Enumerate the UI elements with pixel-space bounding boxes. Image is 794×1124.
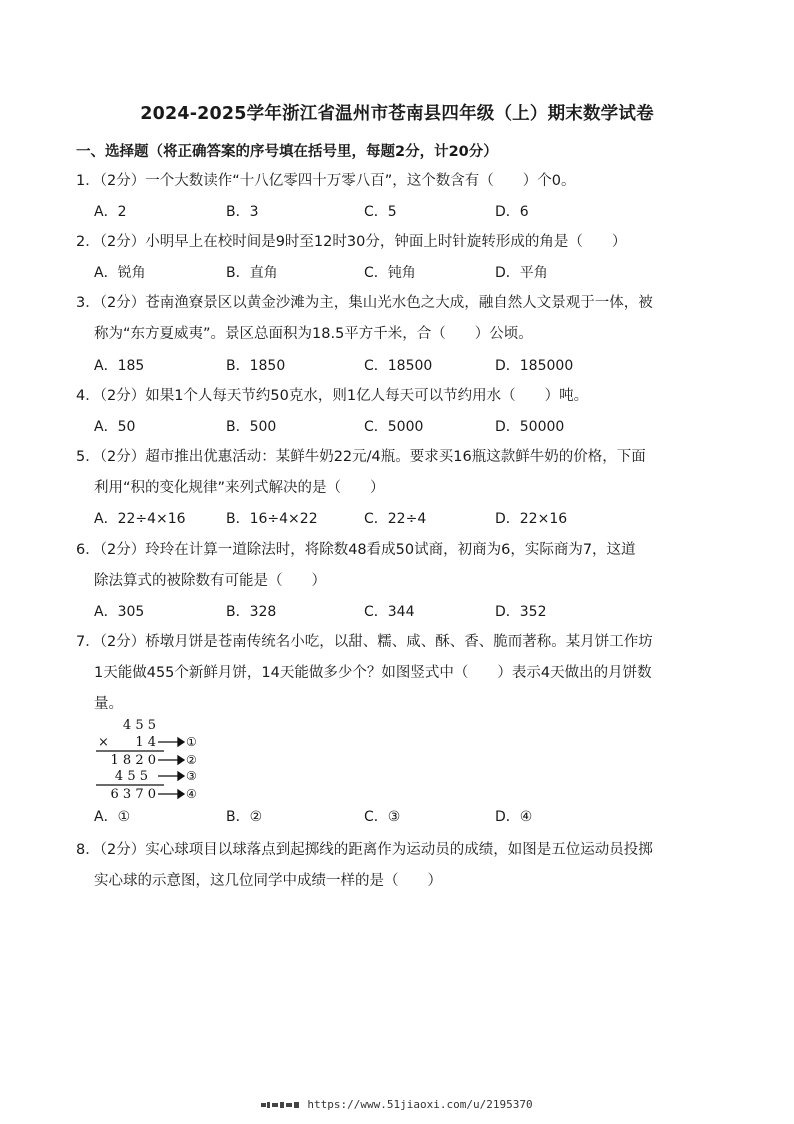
option-c: C．18500	[364, 358, 433, 374]
marker-3: ③	[186, 769, 197, 783]
option-d: D．352	[495, 604, 547, 620]
question-3	[76, 288, 726, 350]
arrow-head-2	[178, 756, 184, 764]
mult-row-product: 6 3 7 0	[110, 787, 156, 802]
question-line: 8．（2分）实心球项目以球落点到起掷线的距离作为运动员的成绩，如图是五位运动员投掷	[76, 842, 653, 858]
option-a: A．305	[94, 604, 145, 620]
question-line: 除法算式的被除数有可能是（ ）	[94, 573, 326, 589]
question-line: 1．（2分）一个大数读作“十八亿零四十万零八百”，这个数含有（ ）个0。	[76, 173, 576, 189]
question-7	[76, 627, 726, 720]
option-d: D．平角	[495, 265, 548, 281]
mult-row-partial-1: 1 8 2 0	[110, 753, 156, 768]
question-2	[76, 227, 726, 258]
question-line: 1天能做455个新鲜月饼，14天能做多少个？如图竖式中（ ）表示4天做出的月饼数	[94, 665, 652, 681]
option-b: B．3	[226, 204, 259, 220]
option-c: C．钝角	[364, 265, 416, 281]
question-line: 3．（2分）苍南渔寮景区以黄金沙滩为主，集山光水色之大成，融自然人文景观于一体，被	[76, 295, 653, 311]
question-6	[76, 535, 726, 597]
marker-4: ④	[186, 787, 197, 801]
option-a: A．22÷4×16	[94, 511, 186, 527]
option-a: A．2	[94, 204, 127, 220]
question-4	[76, 381, 726, 412]
option-a: A．锐角	[94, 265, 146, 281]
option-b: B．500	[226, 419, 277, 435]
question-line: 5．（2分）超市推出优惠活动：某鲜牛奶22元/4瓶。要求买16瓶这款鲜牛奶的价格，下面	[76, 449, 646, 465]
question-line: 利用“积的变化规律”来列式解决的是（ ）	[94, 480, 385, 496]
footer-url[interactable]: https://www.51jiaoxi.com/u/2195370	[307, 1098, 533, 1111]
question-line: 实心球的示意图，这几位同学中成绩一样的是（ ）	[94, 873, 442, 889]
option-b: B．1850	[226, 358, 286, 374]
option-c: C．344	[364, 604, 415, 620]
arrow-head-4	[178, 790, 184, 798]
footer-watermark	[0, 1098, 794, 1111]
option-a: A．①	[94, 809, 131, 825]
option-c: C．22÷4	[364, 511, 427, 527]
option-d: D．50000	[495, 419, 565, 435]
question-line: 6．（2分）玲玲在计算一道除法时，将除数48看成50试商，初商为6，实际商为7，这道	[76, 542, 636, 558]
mult-row-multiplier: 1 4	[135, 735, 156, 750]
option-c: C．③	[364, 809, 401, 825]
option-c: C．5000	[364, 419, 424, 435]
question-5	[76, 442, 726, 504]
option-d: D．6	[495, 204, 529, 220]
question-8	[76, 835, 726, 897]
option-d: D．185000	[495, 358, 574, 374]
question-1	[76, 166, 726, 197]
vertical-multiplication-figure	[92, 716, 212, 806]
option-b: B．直角	[226, 265, 278, 281]
option-d: D．④	[495, 809, 533, 825]
question-line: 称为“东方夏威夷”。景区总面积为18.5平方千米，合（ ）公顷。	[94, 326, 533, 342]
marker-2: ②	[186, 753, 197, 767]
question-line: 7．（2分）桥墩月饼是苍南传统名小吃，以甜、糯、咸、酥、香、脆而著称。某月饼工作坊	[76, 634, 653, 650]
question-line: 4．（2分）如果1个人每天节约50克水，则1亿人每天可以节约用水（ ）吨。	[76, 388, 589, 404]
arrow-head-3	[178, 772, 184, 780]
option-b: B．328	[226, 604, 277, 620]
watermark-logo-icon	[261, 1101, 301, 1109]
arrow-head-1	[178, 738, 184, 746]
option-b: B．②	[226, 809, 263, 825]
option-a: A．50	[94, 419, 136, 435]
option-b: B．16÷4×22	[226, 511, 318, 527]
page-title: 2024-2025学年浙江省温州市苍南县四年级（上）期末数学试卷	[140, 104, 654, 124]
option-c: C．5	[364, 204, 397, 220]
option-a: A．185	[94, 358, 145, 374]
section-heading: 一、选择题（将正确答案的序号填在括号里，每题2分，计20分）	[76, 144, 498, 160]
mult-sign: ×	[98, 735, 109, 750]
mult-row-multiplicand: 4 5 5	[122, 718, 156, 733]
marker-1: ①	[186, 735, 197, 749]
question-line: 量。	[94, 696, 123, 712]
mult-row-partial-2: 4 5 5	[114, 769, 148, 784]
question-line: 2．（2分）小明早上在校时间是9时至12时30分，钟面上时针旋转形成的角是（ ）	[76, 234, 627, 250]
option-d: D．22×16	[495, 511, 568, 527]
